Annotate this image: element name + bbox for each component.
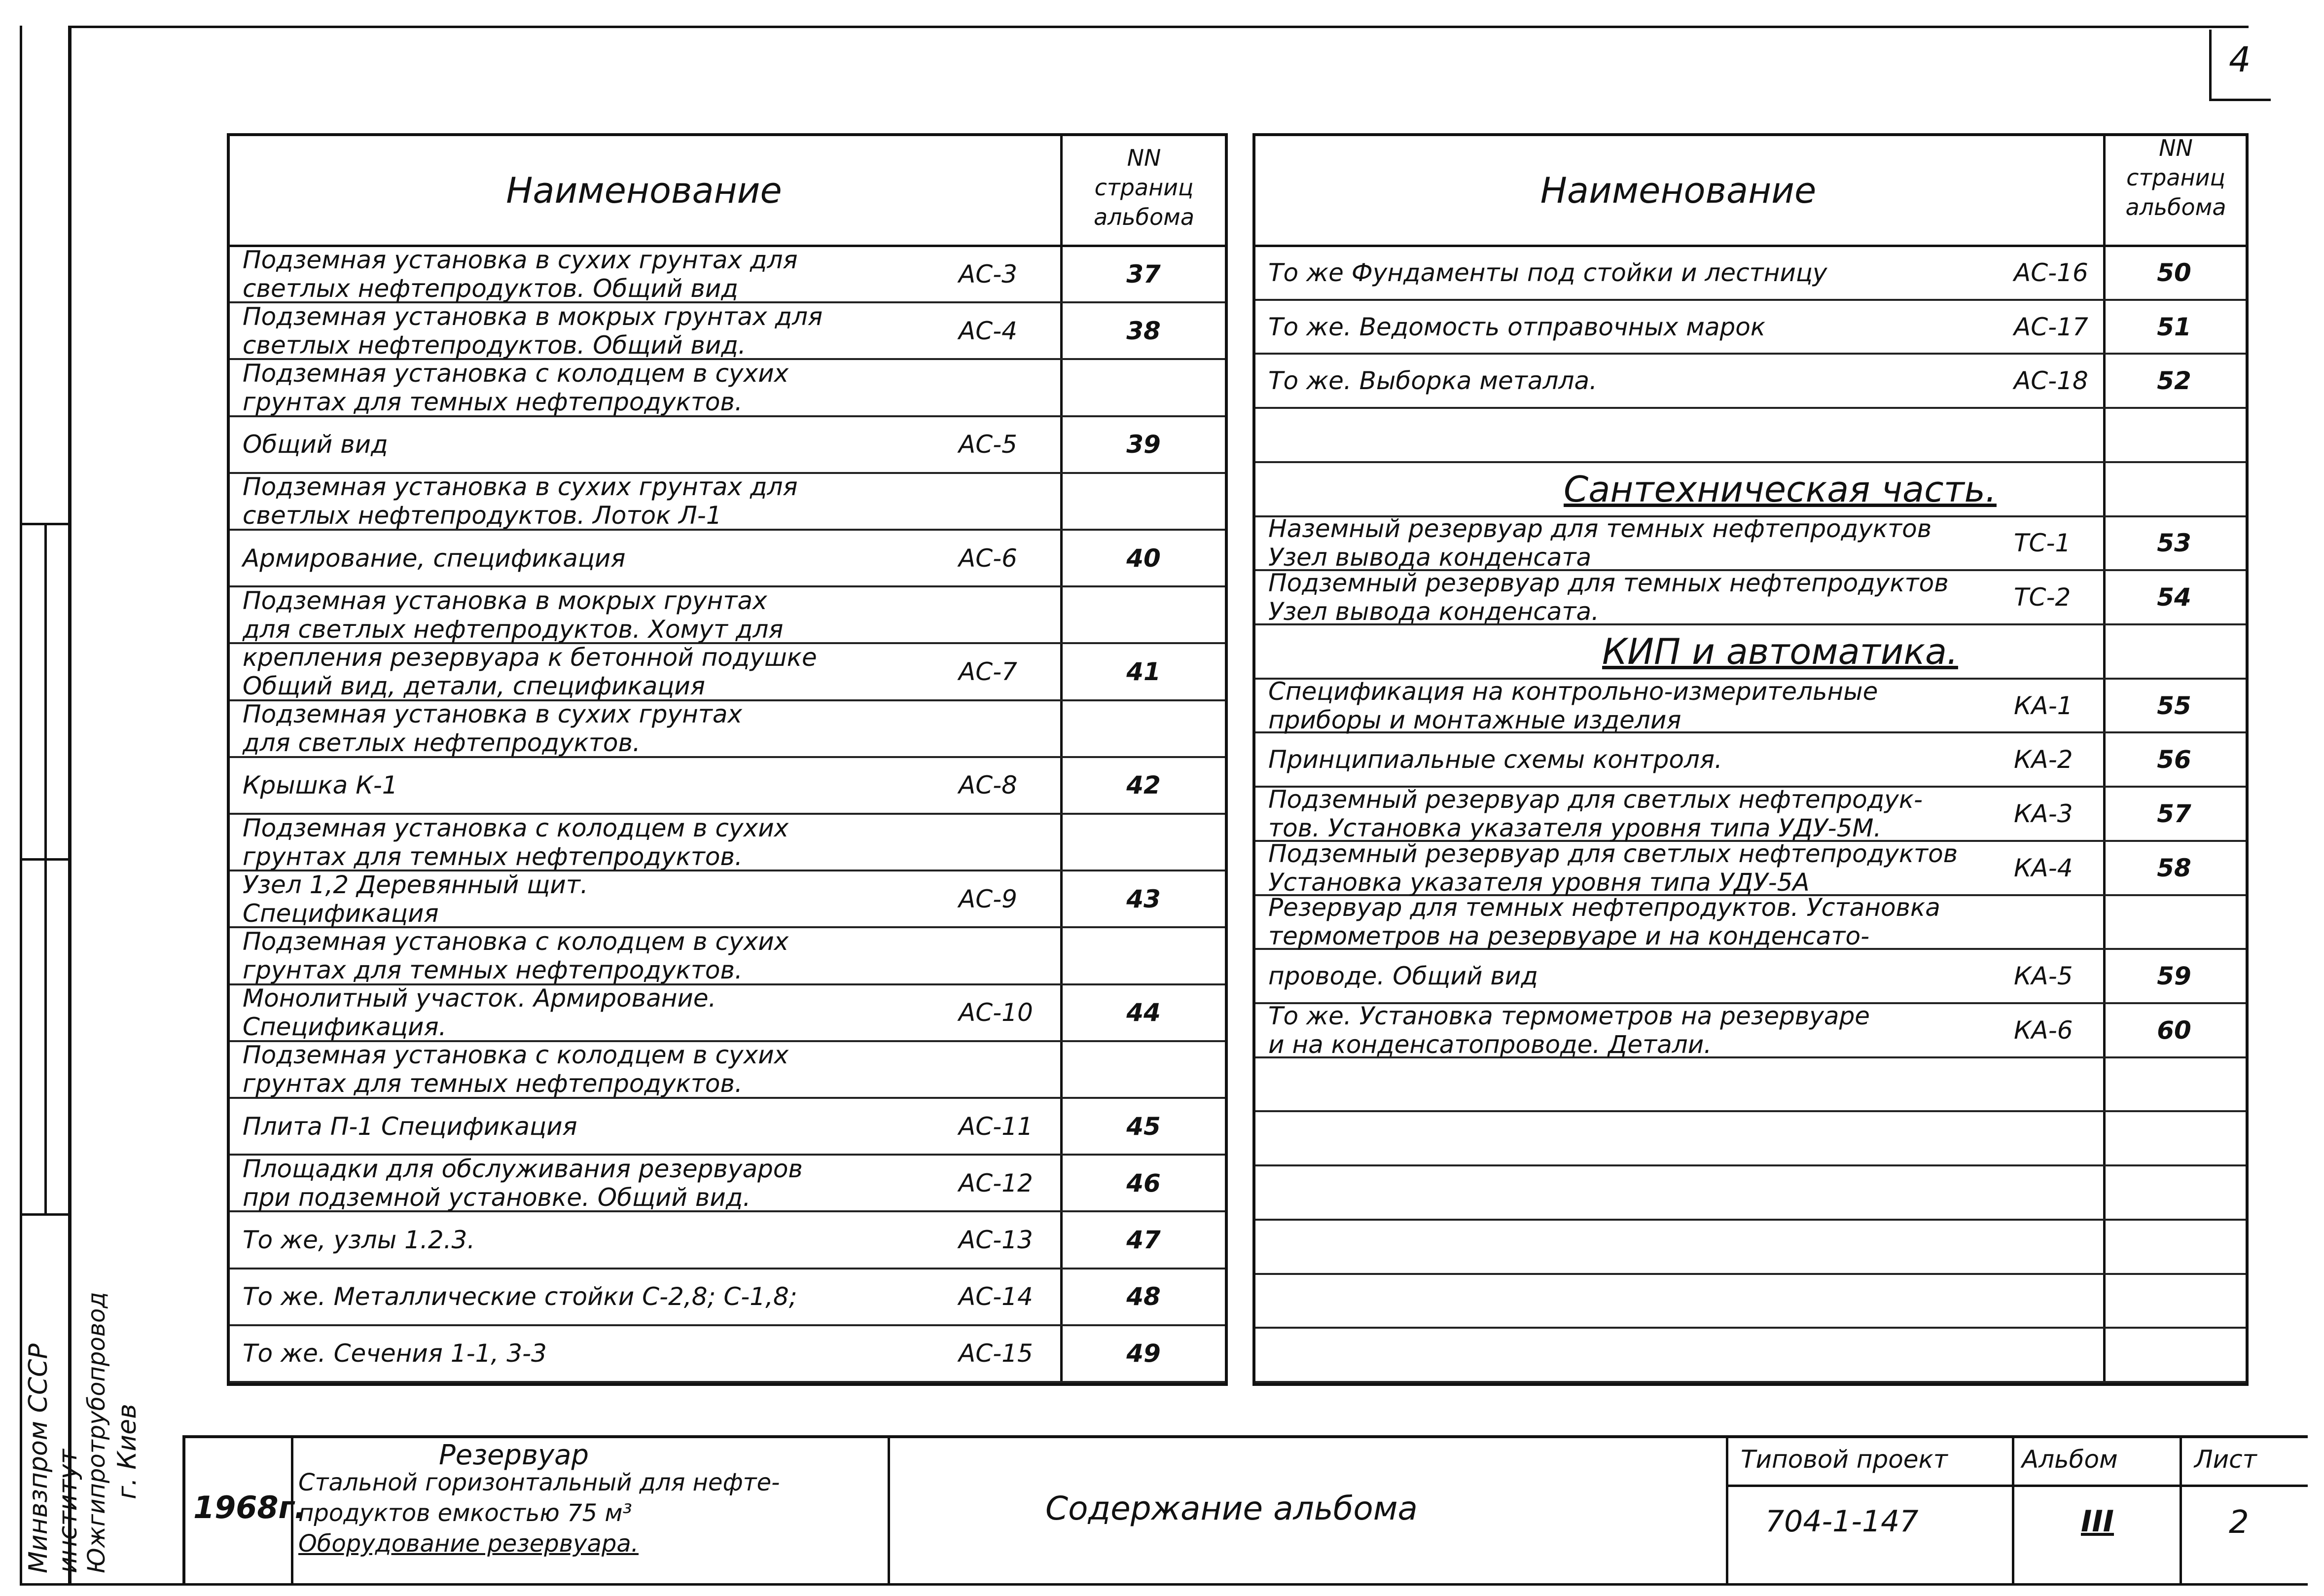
right-table-row xyxy=(1255,677,2246,734)
left-table-row-name: То же, узлы 1.2.3. xyxy=(243,1225,475,1254)
stamp-object-line-2: продуктов емкостью 75 м³ xyxy=(298,1499,632,1527)
right-table-row-name: Подземный резервуар для темных нефтепродуктов Узел вывода конденсата. xyxy=(1268,569,1949,626)
left-table-row xyxy=(230,1212,1225,1269)
stamp-org-line-3: Южгипротрубопровод xyxy=(83,1292,110,1573)
tb-divider-5 xyxy=(2180,1435,2182,1583)
left-table-row-code: АС-14 xyxy=(959,1282,1033,1311)
left-table-row-name: То же. Сечения 1-1, 3-3 xyxy=(243,1339,547,1368)
left-table-row-page: 41 xyxy=(1126,657,1161,686)
right-table-section-title: Сантехническая часть. xyxy=(1564,468,1997,510)
right-table-row-page: 58 xyxy=(2157,853,2191,882)
stamp-album-label: Альбом xyxy=(2022,1445,2118,1474)
left-table-row-page: 44 xyxy=(1126,998,1161,1027)
left-table-row-code: АС-9 xyxy=(959,884,1017,913)
left-table-row-page: 37 xyxy=(1126,259,1161,289)
right-table-row-code: КА-3 xyxy=(2014,799,2073,828)
left-table-row-name: Подземная установка с колодцем в сухих грунтах для темных нефтепродуктов. xyxy=(243,927,789,984)
corner-number: 4 xyxy=(2229,39,2251,80)
left-table-row-code: АС-5 xyxy=(959,430,1017,459)
right-table-row-name: Подземный резервуар для светлых нефтепродуктов Установка указателя уровня типа УДУ-5А xyxy=(1268,839,1958,897)
stamp-org-line-1: Минвзпром СССР xyxy=(24,1343,53,1573)
left-table-row-code: АС-8 xyxy=(959,771,1017,800)
side-strip-line-2 xyxy=(20,858,69,861)
right-table-row xyxy=(1255,571,2246,625)
left-table-row xyxy=(230,247,1225,303)
right-table-row xyxy=(1255,733,2246,788)
left-table-row-code: АС-12 xyxy=(959,1168,1033,1197)
right-table-row-page: 57 xyxy=(2157,799,2191,828)
stamp-object-title: Резервуар xyxy=(439,1439,589,1471)
left-table-row-code: АС-11 xyxy=(959,1112,1033,1141)
left-table-row xyxy=(230,758,1225,815)
left-table-row-page: 43 xyxy=(1126,884,1161,913)
right-table-row-name: То же Фундаменты под стойки и лестницу xyxy=(1268,258,1827,287)
stamp-project-label: Типовой проект xyxy=(1741,1445,1948,1474)
right-table-row-code: КА-1 xyxy=(2014,691,2073,720)
stamp-sheet-value: 2 xyxy=(2229,1504,2249,1541)
left-table-row-name: Крышка К-1 xyxy=(243,771,398,800)
stamp-sheet-label: Лист xyxy=(2194,1445,2257,1474)
right-table-row-page: 50 xyxy=(2157,258,2191,287)
left-table-row-name: Подземная установка в сухих грунтах для светлых нефтепродуктов. Общий вид xyxy=(243,245,798,303)
right-table-row-page: 51 xyxy=(2157,312,2191,341)
left-table-row xyxy=(230,1042,1225,1099)
right-table-row-page: 60 xyxy=(2157,1016,2191,1045)
right-table-row xyxy=(1255,409,2246,463)
stamp-project-number: 704-1-147 xyxy=(1765,1504,1919,1539)
right-table-row-page: 52 xyxy=(2157,366,2191,396)
left-table-row-code: АС-6 xyxy=(959,544,1017,573)
right-table-row-code: АС-16 xyxy=(2014,258,2088,287)
left-table-row xyxy=(230,644,1225,701)
stamp-year: 1968г. xyxy=(193,1489,306,1525)
left-table-row xyxy=(230,303,1225,360)
left-table-row xyxy=(230,815,1225,871)
right-table-row-page: 53 xyxy=(2157,529,2191,558)
left-table-row-name: крепления резервуара к бетонной подушке Общий вид, детали, спецификация xyxy=(243,643,817,700)
frame-left-line xyxy=(68,26,72,1584)
side-strip-line-1 xyxy=(20,523,69,525)
left-table-row xyxy=(230,928,1225,985)
left-table-row-code: АС-13 xyxy=(959,1225,1033,1254)
left-table-row xyxy=(230,1326,1225,1383)
left-table-row xyxy=(230,1099,1225,1156)
right-table-row-name: Наземный резервуар для темных нефтепродуктов Узел вывода конденсата xyxy=(1268,514,1932,572)
left-table-header-pages: NN страниц альбома xyxy=(1093,145,1195,230)
right-table-row-name: Подземный резервуар для светлых нефтепродук- тов. Установка указателя уровня типа УДУ-5М. xyxy=(1268,785,1923,842)
left-table-row-name: Подземная установка с колодцем в сухих грунтах для темных нефтепродуктов. xyxy=(243,359,789,416)
right-table-row xyxy=(1255,785,2246,842)
left-table-row-page: 38 xyxy=(1126,316,1161,345)
right-table-row-code: КА-2 xyxy=(2014,745,2073,774)
left-table-row xyxy=(230,360,1225,417)
right-table-row-name: Резервуар для темных нефтепродуктов. Установка термометров на резервуаре и на конденсато- xyxy=(1268,893,1940,951)
right-table-header-pages: NN страниц альбома xyxy=(2125,135,2226,220)
left-table-row-name: Подземная установка с колодцем в сухих грунтах для темных нефтепродуктов. xyxy=(243,813,789,871)
right-table-row xyxy=(1255,1166,2246,1221)
left-table-row-page: 47 xyxy=(1126,1225,1161,1254)
right-table-section-title: КИП и автоматика. xyxy=(1602,630,1958,672)
right-table-row-code: КА-4 xyxy=(2014,853,2073,882)
right-table-row-code: ТС-1 xyxy=(2014,529,2071,558)
right-table-row-name: То же. Выборка металла. xyxy=(1268,366,1597,396)
left-table-row-name: Монолитный участок. Армирование. Спецификация. xyxy=(243,984,716,1042)
stamp-org-line-2: институт xyxy=(53,1449,83,1573)
right-table-row xyxy=(1255,463,2246,517)
right-table-row xyxy=(1255,625,2246,680)
left-table-row-code: АС-3 xyxy=(959,259,1017,289)
left-table-row xyxy=(230,985,1225,1042)
right-table-header-name: Наименование xyxy=(1540,170,1817,211)
left-table-row-name: Армирование, спецификация xyxy=(243,544,626,573)
right-table-row-page: 54 xyxy=(2157,583,2191,612)
left-table-row-page: 45 xyxy=(1126,1112,1161,1141)
left-table-row xyxy=(230,871,1225,928)
right-table-row-page: 55 xyxy=(2157,691,2191,720)
side-strip-divider xyxy=(44,523,47,1213)
right-table-row-code: ТС-2 xyxy=(2014,583,2071,612)
right-table-row xyxy=(1255,1001,2246,1059)
left-table-row-name: Узел 1,2 Деревянный щит. Спецификация xyxy=(243,870,588,928)
left-table-row-page: 49 xyxy=(1126,1339,1161,1368)
frame-outer-left-line xyxy=(20,26,22,1584)
left-table-row-name: Плита П-1 Спецификация xyxy=(243,1112,577,1141)
left-table-row-name: Подземная установка в мокрых грунтах для светлых нефтепродуктов. Общий вид. xyxy=(243,302,823,360)
tb-header-line xyxy=(1726,1485,2308,1487)
right-table-row xyxy=(1255,950,2246,1004)
right-table-row-code: АС-17 xyxy=(2014,312,2088,341)
left-table-row xyxy=(230,474,1225,531)
left-table-row-code: АС-7 xyxy=(959,657,1017,686)
left-table-row-code: АС-15 xyxy=(959,1339,1033,1368)
left-table-row xyxy=(230,587,1225,644)
left-table-row-code: АС-4 xyxy=(959,316,1017,345)
right-table-row-name: Спецификация на контрольно-измерительные приборы и монтажные изделия xyxy=(1268,677,1878,734)
right-table-row-code: АС-18 xyxy=(2014,366,2088,396)
left-table-row-page: 46 xyxy=(1126,1168,1161,1197)
left-table-row-page: 42 xyxy=(1126,771,1161,800)
stamp-org-line-4: г. Киев xyxy=(112,1404,142,1499)
left-table-row xyxy=(230,531,1225,587)
tb-divider-2 xyxy=(888,1435,890,1583)
right-table-row xyxy=(1255,1329,2246,1383)
stamp-album-value: III xyxy=(2081,1504,2114,1539)
left-table-row-name: Подземная установка в сухих грунтах для светлых нефтепродуктов. xyxy=(243,700,743,758)
right-table-row xyxy=(1255,247,2246,301)
left-table-header-name: Наименование xyxy=(506,170,782,211)
right-table-row-code: КА-6 xyxy=(2014,1016,2073,1045)
frame-top-line xyxy=(69,26,2249,28)
stamp-sheet-title: Содержание альбома xyxy=(1045,1489,1418,1527)
left-table-row-name: Общий вид xyxy=(243,430,388,459)
right-table-row xyxy=(1255,1221,2246,1275)
right-table-row xyxy=(1255,839,2246,897)
right-table-row-name: То же. Установка термометров на резервуаре и на конденсатопроводе. Детали. xyxy=(1268,1001,1870,1059)
tb-divider-4 xyxy=(2012,1435,2014,1583)
right-table-row-code: КА-5 xyxy=(2014,962,2073,991)
left-table-row xyxy=(230,417,1225,474)
left-table-row xyxy=(230,1156,1225,1212)
stamp-object-line-1: Стальной горизонтальный для нефте- xyxy=(298,1469,780,1496)
tb-divider-3 xyxy=(1726,1435,1728,1583)
left-table-row-name: Подземная установка в сухих грунтах для светлых нефтепродуктов. Лоток Л-1 xyxy=(243,472,798,530)
left-table-row-name: Подземная установка с колодцем в сухих грунтах для темных нефтепродуктов. xyxy=(243,1041,789,1098)
right-table-row-page: 56 xyxy=(2157,745,2191,774)
left-table-row-page: 39 xyxy=(1126,430,1161,459)
right-table-row xyxy=(1255,301,2246,355)
side-strip-line-3 xyxy=(20,1213,69,1216)
right-table-row xyxy=(1255,514,2246,572)
right-table-row-page: 59 xyxy=(2157,962,2191,991)
right-table-row xyxy=(1255,893,2246,951)
left-table-row-code: АС-10 xyxy=(959,998,1033,1027)
right-table-row-name: проводе. Общий вид xyxy=(1268,962,1538,991)
left-table-row-name: То же. Металлические стойки С-2,8; С-1,8; xyxy=(243,1282,797,1311)
left-table-row xyxy=(230,1270,1225,1326)
right-table-row xyxy=(1255,1058,2246,1113)
left-table-row-name: Подземная установка в мокрых грунтах для светлых нефтепродуктов. Хомут для xyxy=(243,586,784,644)
left-table-row xyxy=(230,701,1225,758)
left-table-row-page: 40 xyxy=(1126,544,1161,573)
left-table-row-page: 48 xyxy=(1126,1282,1161,1311)
stamp-object-line-3: Оборудование резервуара. xyxy=(298,1530,639,1558)
left-table-row-name: Площадки для обслуживания резервуаров при подземной установке. Общий вид. xyxy=(243,1154,803,1212)
right-table-row xyxy=(1255,355,2246,409)
right-table-row xyxy=(1255,1275,2246,1329)
right-table-row-name: То же. Ведомость отправочных марок xyxy=(1268,312,1766,341)
right-table-row-name: Принципиальные схемы контроля. xyxy=(1268,745,1722,774)
frame-bottom-line xyxy=(20,1583,2308,1586)
right-table-row xyxy=(1255,1112,2246,1166)
